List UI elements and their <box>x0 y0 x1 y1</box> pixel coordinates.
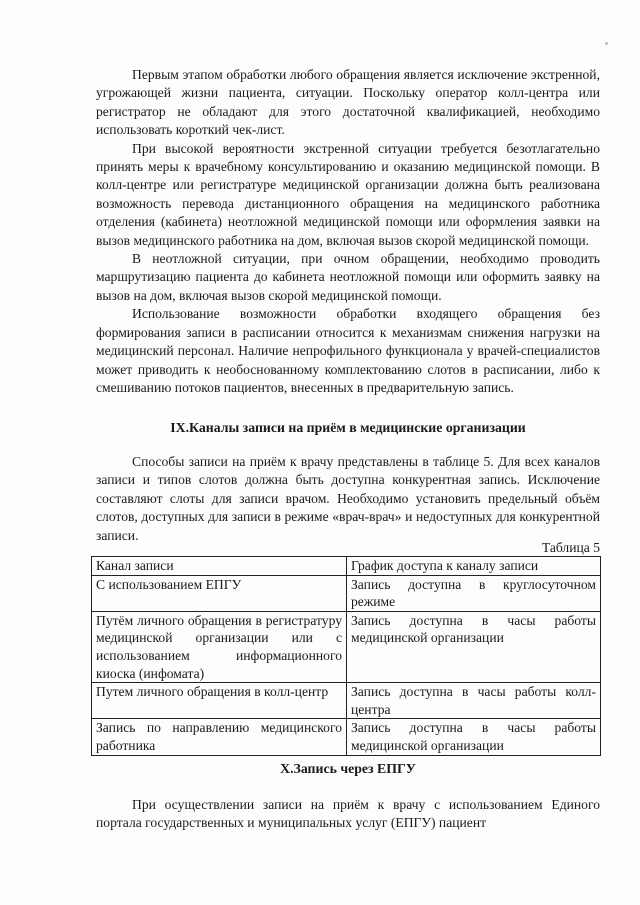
intro-text <box>96 66 600 397</box>
table-header-cell: График доступа к каналу записи <box>347 557 601 576</box>
section-9-paragraph: Способы записи на приём к врачу представлены в таблице 5. Для всех каналов записи и типов слотов должна быть доступна конкурентная запись. Исключение составляют слоты для записи врачом. Необходимо установить предельный объём слотов, доступных для записи в режиме «врач-врач» и недоступных для конкурентной записи. <box>96 454 600 543</box>
table-5 <box>91 556 601 756</box>
scan-mark <box>605 42 608 45</box>
table-cell: Запись доступна в часы работы колл-центра <box>347 683 601 719</box>
table-cell: Запись доступна в часы работы медицинской организации <box>347 719 601 755</box>
table-row <box>92 611 601 682</box>
table-cell: Запись по направлению медицинского работника <box>92 719 347 755</box>
paragraph-3: В неотложной ситуации, при очном обращении, необходимо проводить маршрутизацию пациента до кабинета неотложной помощи или оформить заявку на вызов на дом, включая вызов скорой медицинской помощи. <box>96 251 600 303</box>
table-cell: Запись доступна в часы работы медицинской организации <box>347 611 601 682</box>
table-header-row <box>92 557 601 576</box>
table-cell: Запись доступна в круглосуточном режиме <box>347 575 601 611</box>
table-cell: Путем личного обращения в колл-центр <box>92 683 347 719</box>
section-10-paragraph: При осуществлении записи на приём к врачу с использованием Единого портала государственных и муниципальных услуг (ЕПГУ) пациент <box>96 797 600 831</box>
table-cell: С использованием ЕПГУ <box>92 575 347 611</box>
table-caption: Таблица 5 <box>541 540 600 555</box>
table-row <box>92 719 601 755</box>
section-10-text <box>96 796 600 833</box>
paragraph-1: Первым этапом обработки любого обращения является исключение экстренной, угрожающей жизни пациента, ситуации. Поскольку оператор колл-центра или регистратор не обладают для этого достаточной квалификацией, необходимо использовать короткий чек-лист. <box>96 67 600 138</box>
paragraph-4: Использование возможности обработки входящего обращения без формирования записи в расписании относится к механизмам снижения нагрузки на медицинский персонал. Наличие непрофильного функционала у врачей-специалистов может приводить к необоснованному комплектованию слотов в расписании, либо к смешиванию потоков пациентов, внесенных в предварительную запись. <box>96 306 600 395</box>
section-10-heading: X.Запись через ЕПГУ <box>280 761 416 776</box>
table-cell: Путём личного обращения в регистратуру медицинской организации или с использованием информационного киоска (инфомата) <box>92 611 347 682</box>
section-9-heading: IX.Каналы записи на приём в медицинские организации <box>170 420 526 435</box>
table-row <box>92 575 601 611</box>
table-header-cell: Канал записи <box>92 557 347 576</box>
table-row <box>92 683 601 719</box>
section-9-text <box>96 453 600 545</box>
paragraph-2: При высокой вероятности экстренной ситуации требуется безотлагательно принять меры к врачебному консультированию и оказанию медицинской помощи. В колл-центре или регистратуре медицинской организации должна быть реализована возможность перевода дистанционного обращения на медицинского работника отделения (кабинета) неотложной медицинской помощи или оформления заявки на вызов медицинского работника на дом, включая вызов скорой медицинской помощи. <box>96 140 600 248</box>
